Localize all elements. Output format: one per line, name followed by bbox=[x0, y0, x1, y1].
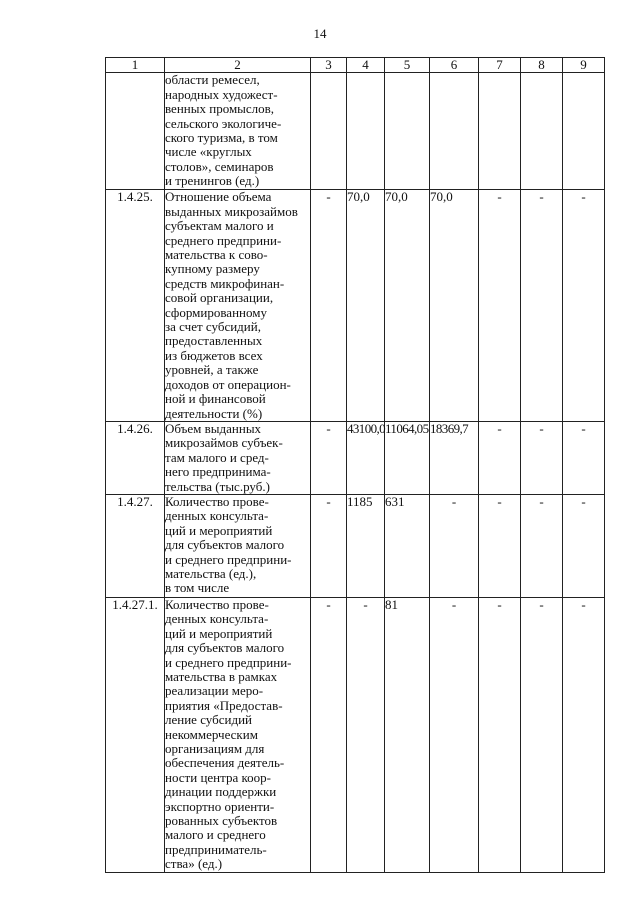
value-col4: - bbox=[347, 597, 385, 872]
header-cell: 2 bbox=[165, 58, 311, 73]
header-cell: 5 bbox=[385, 58, 430, 73]
value-col8: - bbox=[521, 421, 563, 494]
value-col9: - bbox=[563, 597, 605, 872]
table-row bbox=[106, 73, 605, 190]
value-col3: - bbox=[311, 190, 347, 422]
value-col6: - bbox=[430, 494, 479, 597]
row-number: 1.4.27.1. bbox=[106, 597, 165, 872]
value-col5 bbox=[385, 73, 430, 190]
header-cell: 3 bbox=[311, 58, 347, 73]
value-col4: 43100,0 bbox=[347, 421, 385, 494]
value-col5: 81 bbox=[385, 597, 430, 872]
value-col8 bbox=[521, 73, 563, 190]
header-cell: 8 bbox=[521, 58, 563, 73]
value-col7 bbox=[479, 73, 521, 190]
row-description: Объем выданных микрозаймов субъек- там малого и сред- него предпринима- тельства (тыс.руб.) bbox=[165, 421, 311, 494]
table-row bbox=[106, 597, 605, 872]
value-col9: - bbox=[563, 190, 605, 422]
header-cell: 6 bbox=[430, 58, 479, 73]
value-col3 bbox=[311, 73, 347, 190]
table-row bbox=[106, 421, 605, 494]
row-number bbox=[106, 73, 165, 190]
table-row bbox=[106, 190, 605, 422]
value-col6: - bbox=[430, 597, 479, 872]
indicators-table bbox=[105, 57, 605, 873]
value-col9 bbox=[563, 73, 605, 190]
row-number: 1.4.27. bbox=[106, 494, 165, 597]
page-number: 14 bbox=[313, 26, 327, 41]
value-col6: 18369,7 bbox=[430, 421, 479, 494]
value-col9: - bbox=[563, 494, 605, 597]
value-col4: 1185 bbox=[347, 494, 385, 597]
value-col3: - bbox=[311, 597, 347, 872]
value-col4 bbox=[347, 73, 385, 190]
value-col5: 631 bbox=[385, 494, 430, 597]
value-col5: 11064,05 bbox=[385, 421, 430, 494]
value-col7: - bbox=[479, 597, 521, 872]
value-col7: - bbox=[479, 190, 521, 422]
value-col8: - bbox=[521, 494, 563, 597]
value-col6 bbox=[430, 73, 479, 190]
row-number: 1.4.25. bbox=[106, 190, 165, 422]
value-col7: - bbox=[479, 421, 521, 494]
row-description: Количество прове- денных консульта- ций и мероприятий для субъектов малого и среднего предприни- мательства в рамках реализации меро- приятия «Предостав- ление субсидий некоммерческим организациям для обеспечения деятель- ности центра коор- динации поддержки экспортно ориенти- рованных субъектов малого и среднего предприниматель- ства» (ед.) bbox=[165, 597, 311, 872]
value-col8: - bbox=[521, 190, 563, 422]
header-cell: 4 bbox=[347, 58, 385, 73]
value-col7: - bbox=[479, 494, 521, 597]
header-cell: 9 bbox=[563, 58, 605, 73]
value-col3: - bbox=[311, 421, 347, 494]
row-number: 1.4.26. bbox=[106, 421, 165, 494]
table-row bbox=[106, 494, 605, 597]
value-col6: 70,0 bbox=[430, 190, 479, 422]
row-description: области ремесел, народных художест- венных промыслов, сельского экологиче- ского туризма, в том числе «круглых столов», семинаров и тренингов (ед.) bbox=[165, 73, 311, 190]
value-col3: - bbox=[311, 494, 347, 597]
header-cell: 7 bbox=[479, 58, 521, 73]
value-col4: 70,0 bbox=[347, 190, 385, 422]
value-col5: 70,0 bbox=[385, 190, 430, 422]
row-description: Отношение объема выданных микрозаймов субъектам малого и среднего предприни- мательства к сово- купному размеру средств микрофинан- совой организации, сформированному за счет субсидий, предоставленных из бюджетов всех уровней, а также доходов от операцион- ной и финансовой деятельности (%) bbox=[165, 190, 311, 422]
header-cell: 1 bbox=[106, 58, 165, 73]
header-row bbox=[106, 58, 605, 73]
row-description: Количество прове- денных консульта- ций и мероприятий для субъектов малого и среднего предприни- мательства (ед.), в том числе bbox=[165, 494, 311, 597]
value-col8: - bbox=[521, 597, 563, 872]
value-col9: - bbox=[563, 421, 605, 494]
